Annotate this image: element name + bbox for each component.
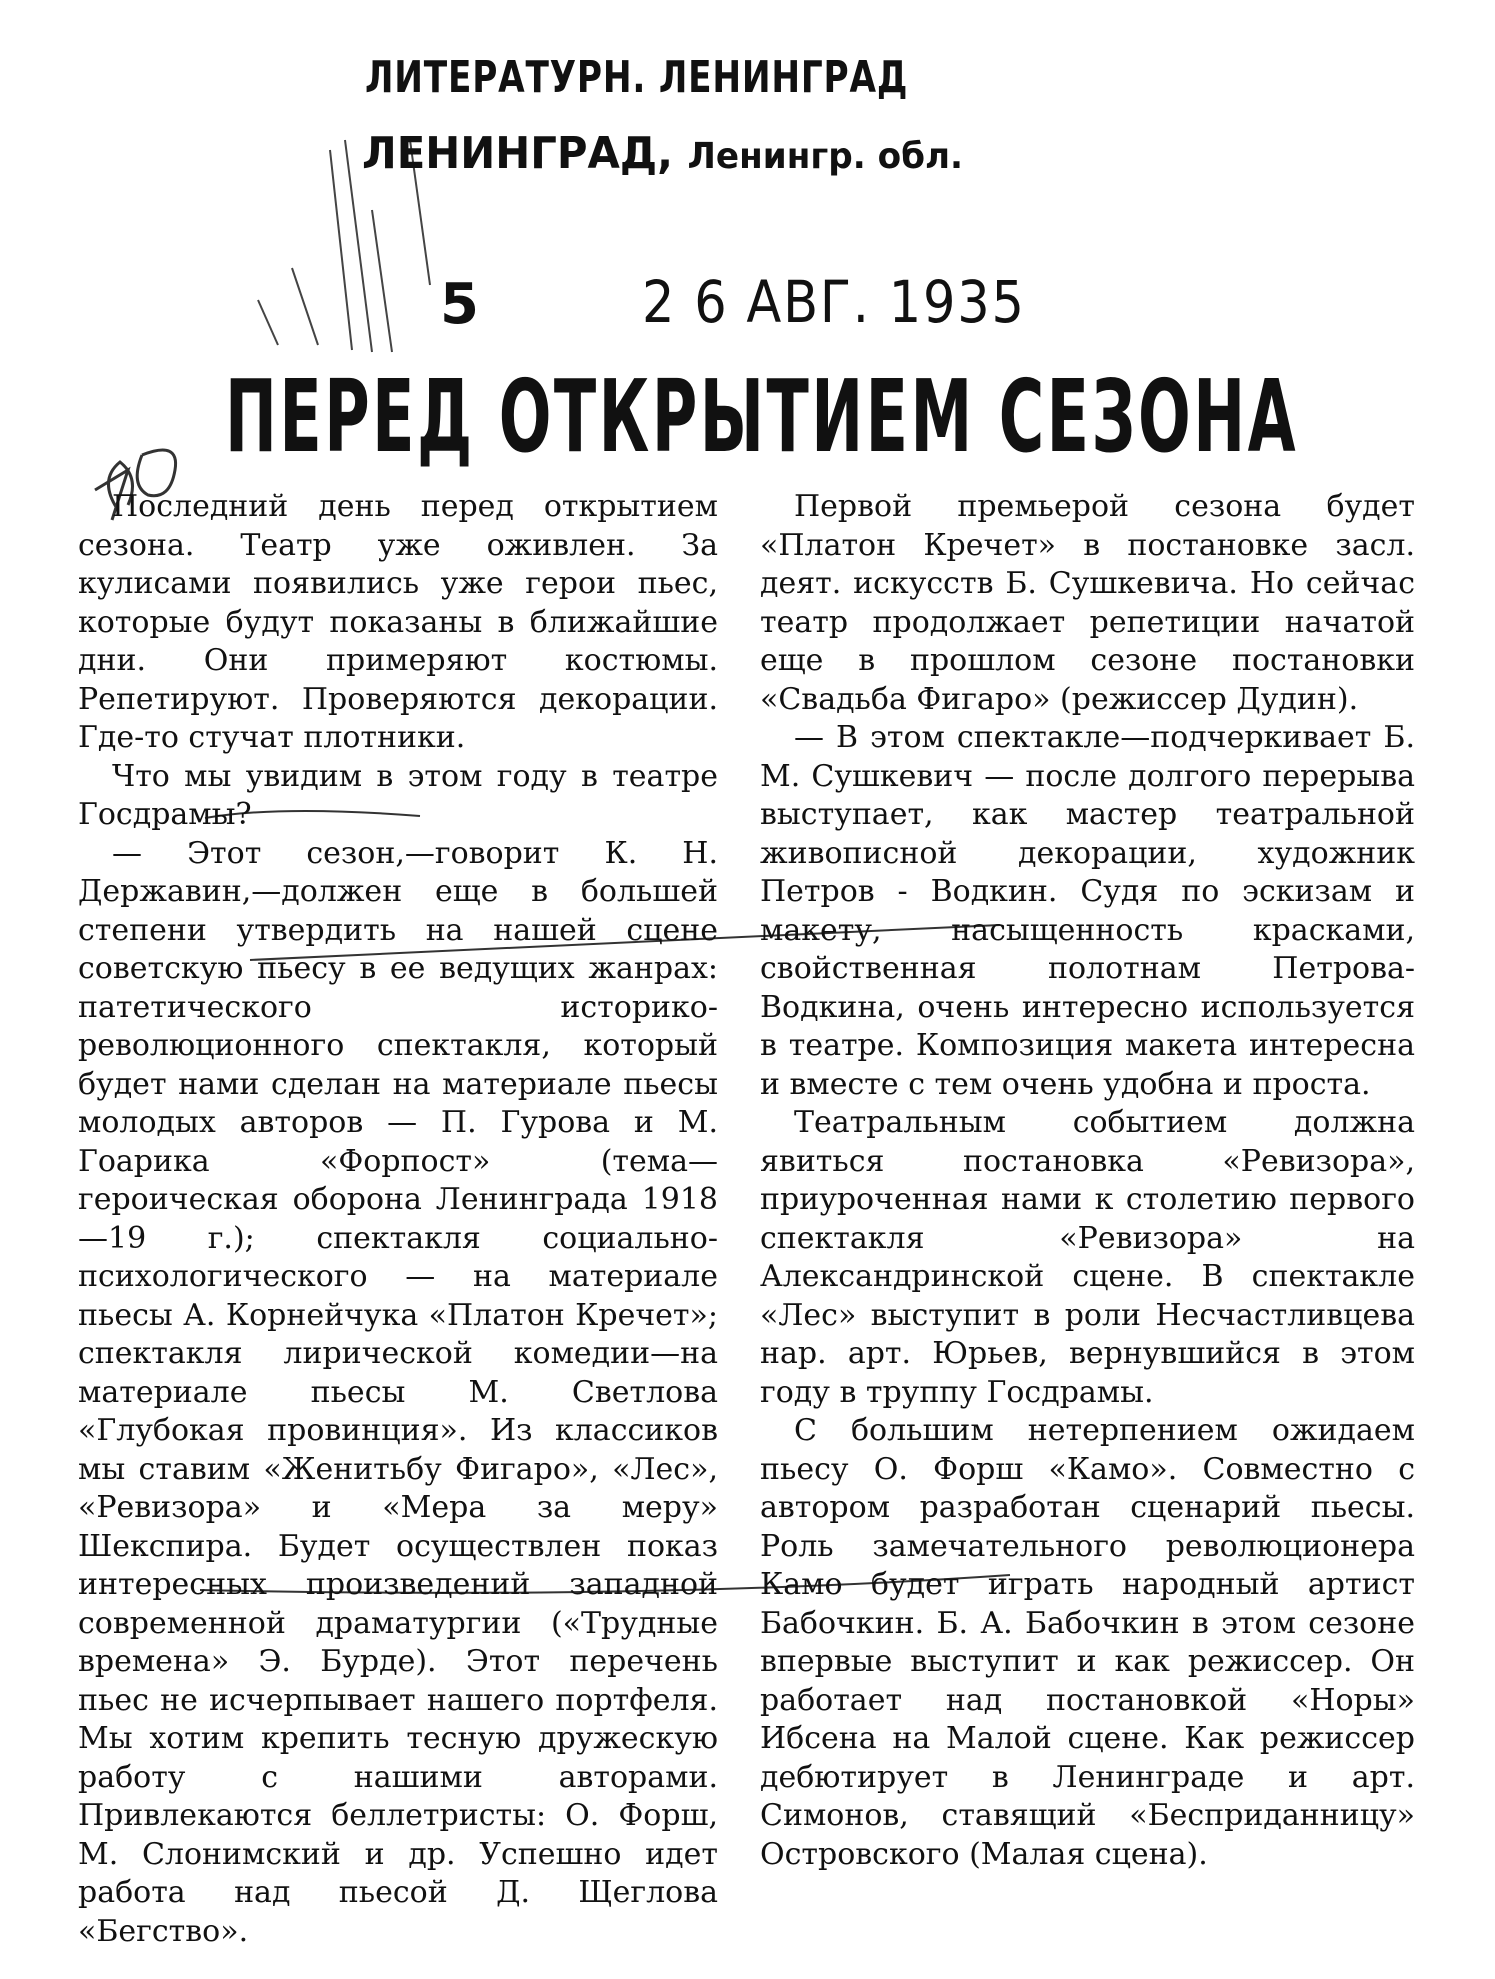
stamp-city: ЛЕНИНГРАД, [362,128,673,179]
paragraph: — Этот сезон,—говорит К. Н. Державин,—должен еще в большей степени утвердить на нашей сцене советскую пьесу в ее ведущих жанрах: патетического историко-революционного спектакля, который будет нами сделан на материале пьесы молодых авторов — П. Гурова и М. Гоарика «Форпост» (тема— героическая оборона Ленинграда 1918—19 г.); спектакля социально-психологического — на материале пьесы А. Корнейчука «Платон Кречет»; спектакля лирической комедии—на материале пьесы М. Светлова «Глубокая провинция». Из классиков мы ставим «Женитьбу Фигаро», «Лес», «Ревизора» и «Мера за меру» Шекспира. Будет осуществлен показ интересных произведений западной современной драматургии («Трудные времена» Э. Бурде). Этот перечень пьес не исчерпывает нашего портфеля. Мы хотим крепить тесную дружескую работу с нашими авторами. Привлекаются беллетристы: О. Форш, М. Слонимский и др. Успешно идет работа над пьесой Д. Щеглова «Бегство». [78,835,718,1949]
paragraph: Театральным событием должна явиться постановка «Ревизора», приуроченная нами к столетию первого спектакля «Ревизора» на Александринской сцене. В спектакле «Лес» выступит в роли Несчастливцева нар. арт. Юрьев, вернувшийся в этом году в труппу Госдрамы. [760,1105,1415,1410]
paragraph: Первой премьерой сезона будет «Платон Кречет» в постановке засл. деят. искусств Б. Сушкевича. Но сейчас театр продолжает репетиции начатой еще в прошлом сезоне постановки «Свадьба Фигаро» (режиссер Дудин). [760,489,1415,717]
article-headline: ПЕРЕД ОТКРЫТИЕМ СЕЗОНА [225,358,1299,475]
date-stamp: 2 6 АВГ. 1935 [642,268,1026,336]
paragraph: — В этом спектакле—подчеркивает Б. М. Сушкевич — после долгого перерыва выступает, как мастер театральной живописной декорации, художник Петров - Водкин. Судя по эскизам и макету, насыщенность красками, свойственная полотнам Петрова-Водкина, очень интересно используется в театре. Композиция макета интересна и вместе с тем очень удобна и проста. [760,720,1415,1102]
handwritten-number: 5 [440,272,479,337]
article-column-right [760,488,1415,1874]
article-column-left [78,488,718,1951]
clipping-stamp-title: ЛИТЕРАТУРН. ЛЕНИНГРАД [365,52,909,103]
paragraph: Последний день перед открытием сезона. Театр уже оживлен. За кулисами появились уже герои пьес, которые будут показаны в ближайшие дни. Они примеряют костюмы. Репетируют. Проверяются декорации. Где-то стучат плотники. [78,489,718,755]
clipping-stamp-location [362,128,963,179]
stamp-region: Ленингр. обл. [687,136,964,177]
paragraph: Что мы увидим в этом году в театре Госдрамы? [78,758,718,832]
paragraph: С большим нетерпением ожидаем пьесу О. Форш «Камо». Совместно с автором разработан сценарий пьесы. Роль замечательного революционера Камо будет играть народный артист Бабочкин. Б. А. Бабочкин в этом сезоне впервые выступит и как режиссер. Он работает над постановкой «Норы» Ибсена на Малой сцене. Как режиссер дебютирует в Ленинграде и арт. Симонов, ставящий «Бесприданницу» Островского (Малая сцена). [760,1413,1415,1872]
